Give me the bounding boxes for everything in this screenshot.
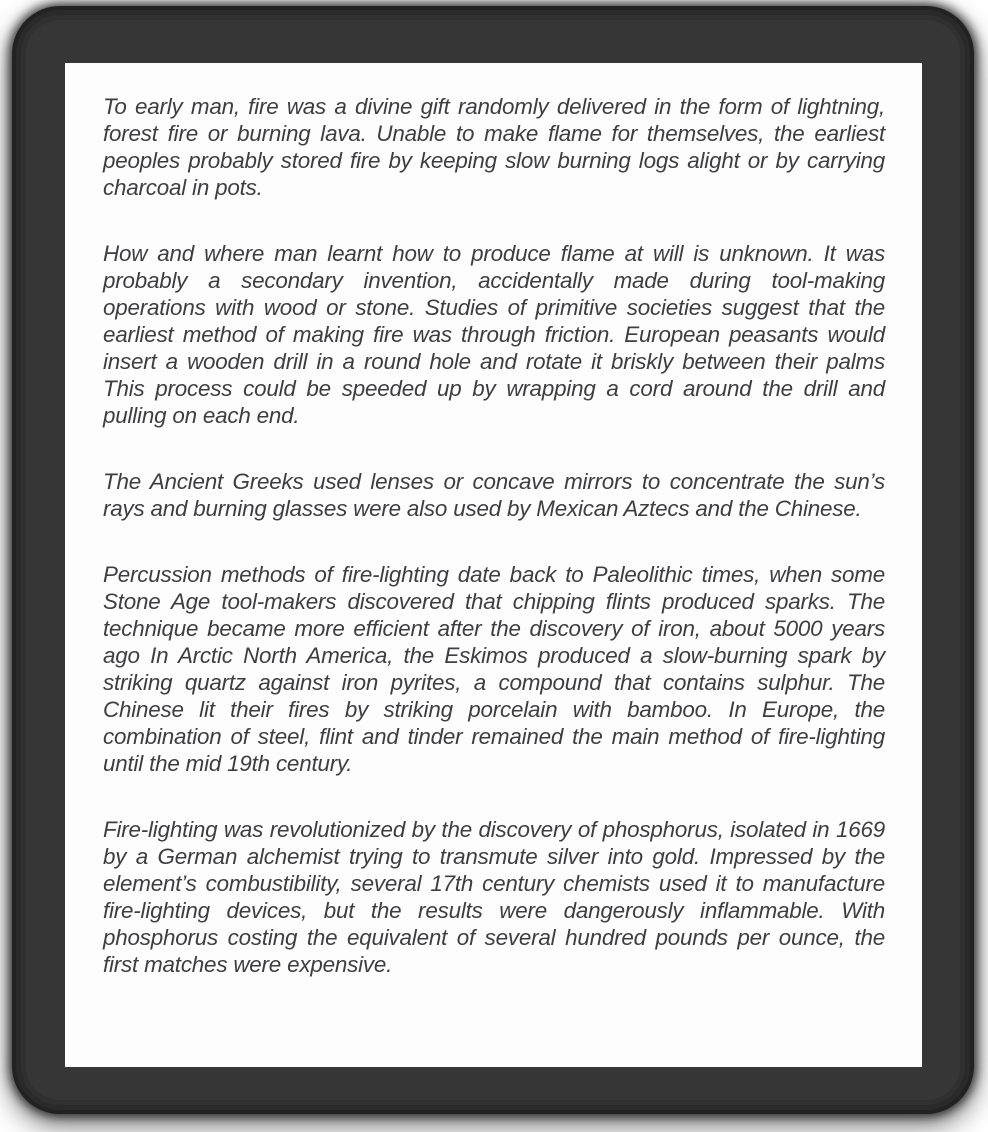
paragraph-fire-divine-gift: To early man, fire was a divine gift randomly delivered in the form of lightning, forest fire or burning lava. Unable to make flame for themselves, the earliest peoples probably stored fire by keeping slow burning logs alight or by carrying charcoal in pots. xyxy=(103,94,885,200)
paragraph-percussion-methods: Percussion methods of fire-lighting date back to Paleolithic times, when some Stone Age tool-makers discovered that chipping flints produced sparks. The technique became more efficient after the discovery of iron, about 5000 years ago In Arctic North America, the Eskimos produced a slow-burning spark by striking quartz against iron pyrites, a compound that contains sulphur. The Chinese lit their fires by striking porcelain with bamboo. In Europe, the combination of steel, flint and tinder remained the main method of fire-lighting until the mid 19th century. xyxy=(103,562,885,776)
paragraph-producing-flame: How and where man learnt how to produce flame at will is unknown. It was probably a secondary invention, accidentally made during tool-making operations with wood or stone. Studies of primitive societies suggest that the earliest method of making fire was through friction. European peasants would insert a wooden drill in a round hole and rotate it briskly between their palms This process could be speeded up by wrapping a cord around the drill and pulling on each end. xyxy=(103,241,885,428)
paragraph-phosphorus: Fire-lighting was revolutionized by the discovery of phosphorus, isolated in 1669 by a German alchemist trying to transmute silver into gold. Impressed by the element’s combustibility, several 17th century chemists used it to manufacture fire-lighting devices, but the results were dangerously inflammable. With phosphorus costing the equivalent of several hundred pounds per ounce, the first matches were expensive. xyxy=(103,817,885,977)
document-body xyxy=(65,63,922,978)
paragraph-greek-lenses: The Ancient Greeks used lenses or concave mirrors to concentrate the sun’s rays and burning glasses were also used by Mexican Aztecs and the Chinese. xyxy=(103,469,885,521)
document-page xyxy=(65,63,922,1067)
